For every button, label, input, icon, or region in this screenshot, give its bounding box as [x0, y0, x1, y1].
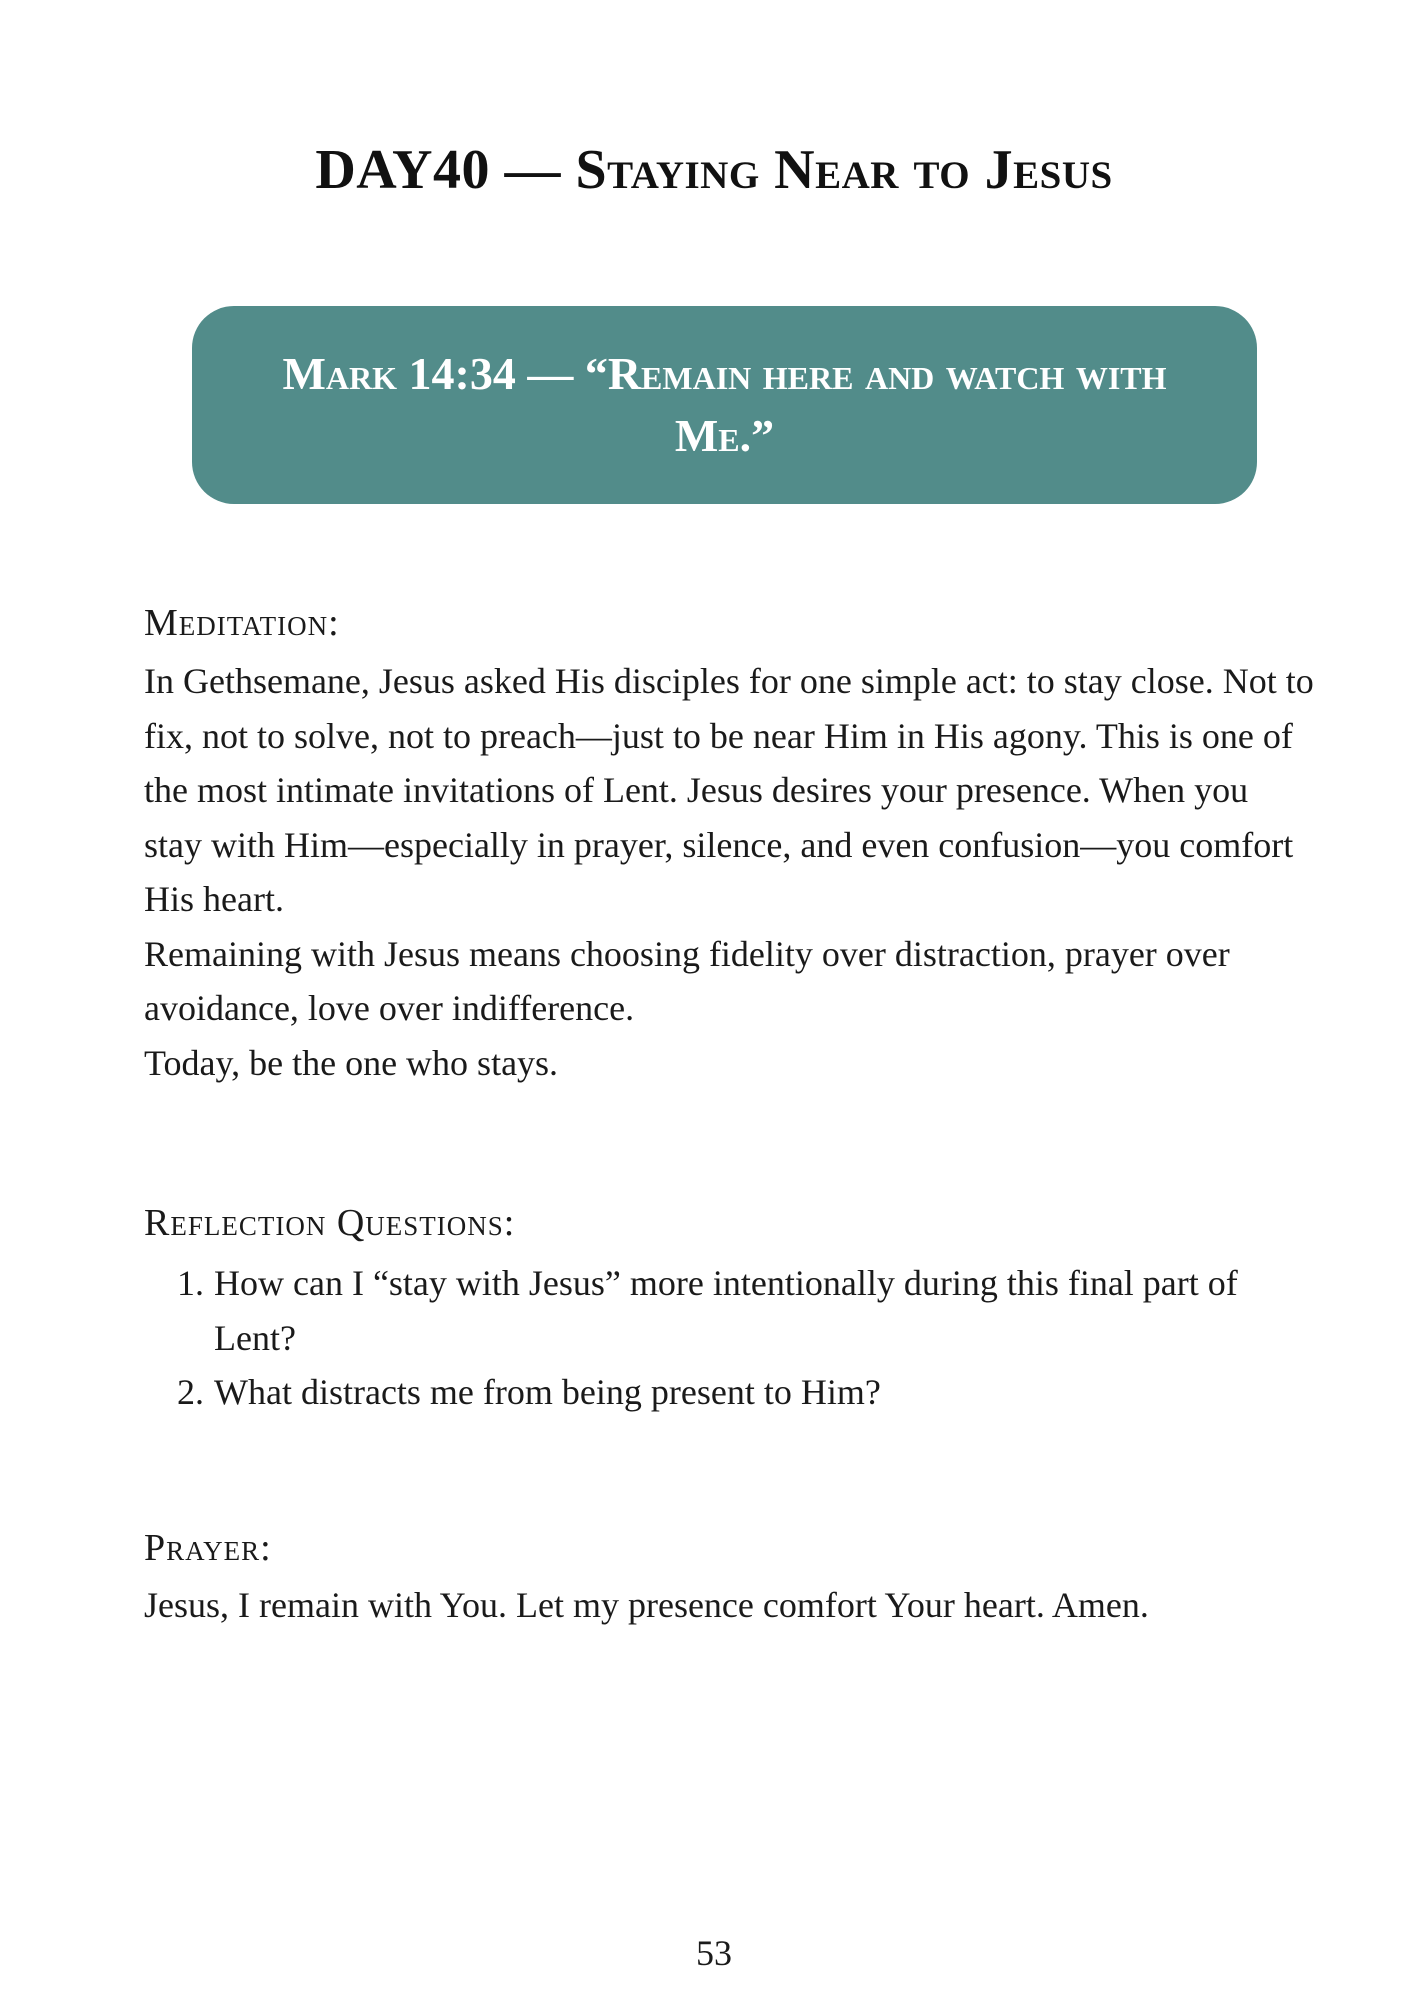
page-number: 53	[696, 1933, 732, 1973]
meditation-heading: Meditation:	[144, 602, 340, 644]
meditation-paragraph: Remaining with Jesus means choosing fidelity over distraction, prayer over avoidance, love over indifference.	[144, 933, 1230, 1028]
question-text: What distracts me from being present to Him?	[214, 1372, 881, 1412]
reflection-questions-heading: Reflection Questions:	[144, 1202, 516, 1244]
scripture-verse-box	[192, 306, 1257, 504]
prayer-heading: Prayer:	[144, 1527, 272, 1569]
reflection-questions-list	[144, 1256, 1324, 1420]
meditation-paragraph: Today, be the one who stays.	[144, 1042, 559, 1083]
prayer-text: Jesus, I remain with You. Let my presence comfort Your heart. Amen.	[144, 1585, 1149, 1625]
question-number: 1.	[177, 1263, 204, 1303]
question-text: How can I “stay with Jesus” more intentionally during this final part of Lent?	[214, 1263, 1238, 1358]
prayer-body	[144, 1578, 1314, 1633]
scripture-verse: Mark 14:34 — “Remain here and watch with Me.”	[282, 348, 1167, 461]
meditation-body	[144, 654, 1314, 1090]
list-item	[144, 1256, 1324, 1365]
meditation-paragraph: In Gethsemane, Jesus asked His disciples for one simple act: to stay close. Not to fix, not to solve, not to preach—just to be near Him in His agony. This is one of the most intimate invitations of Lent. Jesus desires your presence. When you stay with Him—especially in prayer, silence, and even confusion—you comfort His heart.	[144, 661, 1314, 919]
list-item	[144, 1365, 1324, 1420]
page-title: DAY40 — Staying Near to Jesus	[315, 139, 1113, 201]
question-number: 2.	[177, 1372, 204, 1412]
